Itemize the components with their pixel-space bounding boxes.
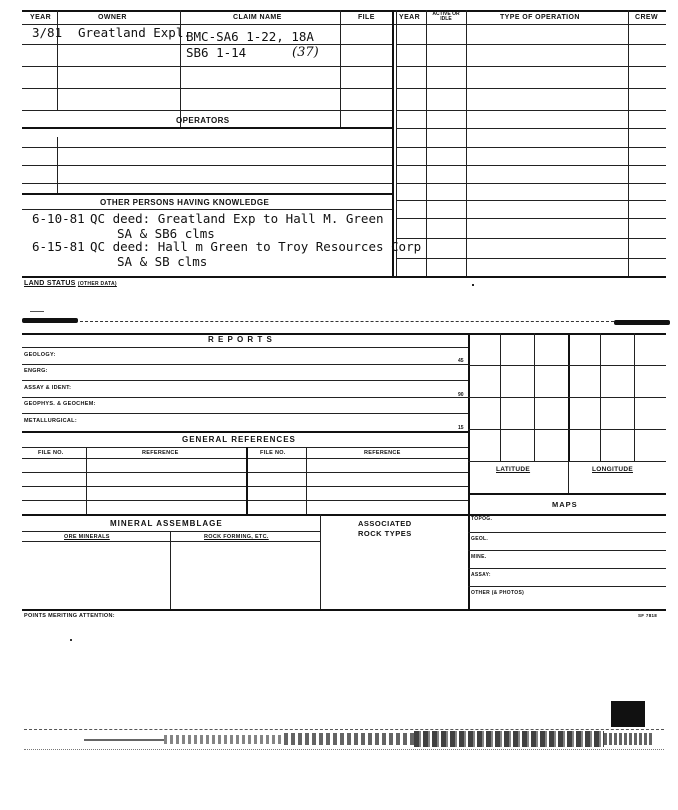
maps-title: MAPS [552,500,578,509]
geophys-geochem-label: GEOPHYS. & GEOCHEM: [24,401,96,407]
latitude-label: LATITUDE [496,466,531,473]
reports-title: R E P O R T S [208,335,273,344]
mineral-assemblage-title: MINERAL ASSEMBLAGE [110,519,223,528]
other-persons-title: OTHER PERSONS HAVING KNOWLEDGE [100,198,270,207]
assay-ident-label: ASSAY & IDENT: [24,385,72,391]
file-no-header-2: FILE NO. [260,450,286,456]
reference-header: REFERENCE [142,450,179,456]
reference-header-2: REFERENCE [364,450,401,456]
metallurgical-number: 15 [458,425,464,431]
deed-1-text: QC deed: Greatland Exp to Hall M. Green [90,211,384,226]
claim-year: 3/81 [32,25,63,40]
deed-2-text: QC deed: Hall m Green to Troy Resources Corp [90,239,422,254]
geology-label: GEOLOGY: [24,352,56,358]
deed-2-claims: SA & SB clms [117,254,208,269]
owner-header: OWNER [98,14,127,21]
general-references-title: GENERAL REFERENCES [182,435,296,444]
form-number: SF 7818 [638,613,658,618]
year-header: YEAR [30,14,52,21]
metallurgical-label: METALLURGICAL: [24,418,77,424]
ore-minerals-header: ORE MINERALS [64,534,110,540]
maps-assay: ASSAY: [471,572,491,578]
engineering-label: ENGRG: [24,368,48,374]
operators-title: OPERATORS [176,116,230,125]
scan-noise-band [24,729,664,759]
active-idle-header: ACTIVE OR IDLE [432,11,460,22]
rock-types-label: ROCK TYPES [358,529,412,538]
deed-1-date: 6-10-81 [32,211,85,226]
file-header: FILE [358,14,375,21]
claim-name-header: CLAIM NAME [233,14,282,21]
year2-header: YEAR [399,14,421,21]
black-square [611,701,645,727]
geology-number: 45 [458,358,464,364]
mark [472,284,474,286]
heavy-separator-right [614,320,670,325]
points-meriting-label: POINTS MERITING ATTENTION: [24,613,115,619]
maps-topog: TOPOG. [471,516,493,522]
associated-label: ASSOCIATED [358,519,412,528]
claim-owner: Greatland Expl. [78,25,191,40]
claim-name-line2: SB6 1-14 [186,45,247,60]
assay-number: 90 [458,392,464,398]
rock-forming-header: ROCK FORMING, ETC. [204,534,269,540]
deed-2-date: 6-15-81 [32,239,85,254]
longitude-label: LONGITUDE [592,466,633,473]
maps-geol: GEOL. [471,536,489,542]
deed-1-claims: SA & SB6 clms [117,226,215,241]
handwritten-note: (37) [292,45,319,60]
maps-mine: MINE. [471,554,487,560]
land-status-label: LAND STATUS (OTHER DATA) [24,280,117,287]
maps-other: OTHER (& PHOTOS) [471,590,525,596]
crew-header: CREW [635,14,658,21]
file-no-header: FILE NO. [38,450,64,456]
heavy-separator-left [22,318,78,323]
claim-name-line1: BMC-SA6 1-22, 18A [186,29,314,44]
type-of-operation-header: TYPE OF OPERATION [500,14,580,21]
